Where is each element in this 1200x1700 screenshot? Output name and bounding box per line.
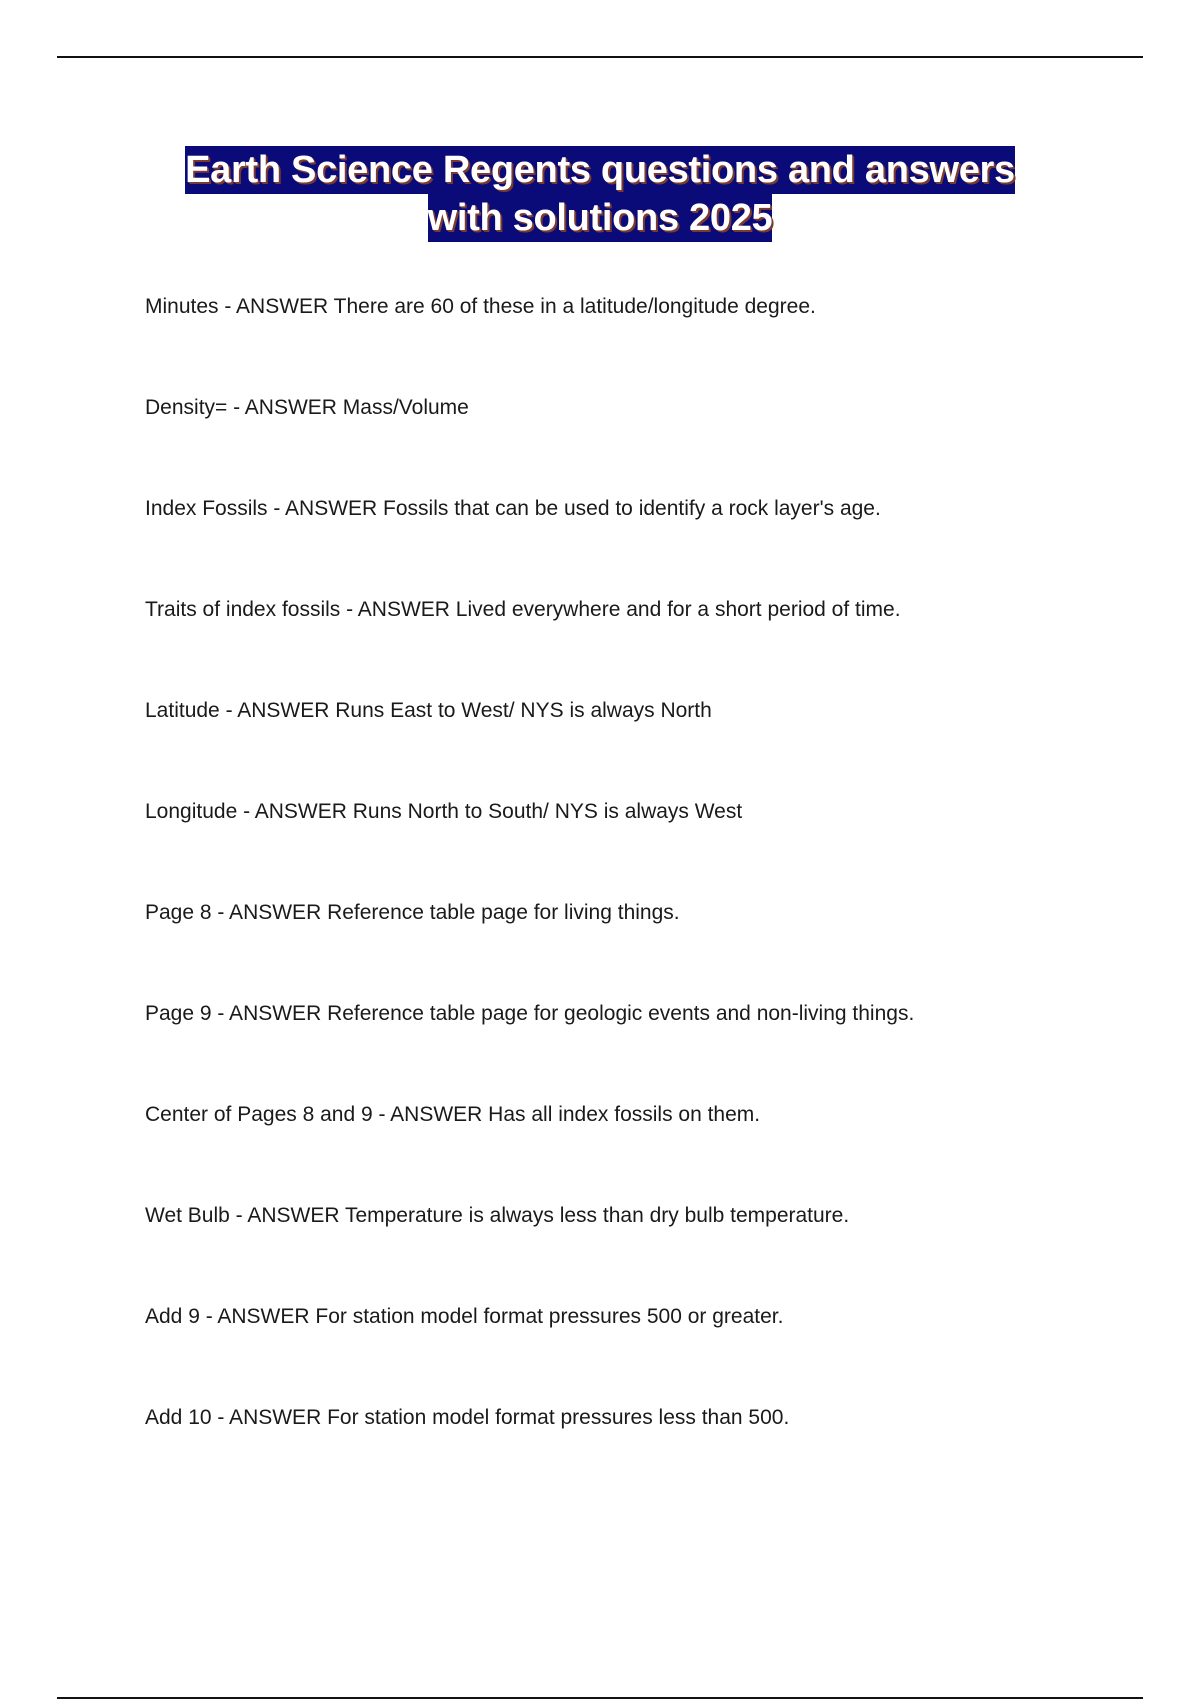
qa-item: Add 10 - ANSWER For station model format pressures less than 500. [145, 1406, 790, 1429]
qa-item: Center of Pages 8 and 9 - ANSWER Has all index fossils on them. [145, 1103, 761, 1126]
document-title [0, 146, 1200, 242]
qa-item: Longitude - ANSWER Runs North to South/ NYS is always West [145, 800, 743, 823]
footer-rule [57, 1697, 1143, 1699]
qa-item: Index Fossils - ANSWER Fossils that can be used to identify a rock layer's age. [145, 497, 881, 520]
qa-item: Traits of index fossils - ANSWER Lived everywhere and for a short period of time. [145, 598, 901, 621]
qa-item: Wet Bulb - ANSWER Temperature is always less than dry bulb temperature. [145, 1204, 850, 1227]
title-line-1: Earth Science Regents questions and answers [185, 146, 1015, 194]
qa-item: Page 8 - ANSWER Reference table page for living things. [145, 901, 680, 924]
qa-item: Minutes - ANSWER There are 60 of these in a latitude/longitude degree. [145, 295, 816, 318]
qa-list [145, 292, 1145, 1504]
qa-item: Add 9 - ANSWER For station model format pressures 500 or greater. [145, 1305, 784, 1328]
qa-item: Density= - ANSWER Mass/Volume [145, 396, 469, 419]
title-line-2: with solutions 2025 [428, 194, 773, 242]
header-rule [57, 56, 1143, 58]
qa-item: Latitude - ANSWER Runs East to West/ NYS is always North [145, 699, 712, 722]
qa-item: Page 9 - ANSWER Reference table page for geologic events and non-living things. [145, 1002, 915, 1025]
